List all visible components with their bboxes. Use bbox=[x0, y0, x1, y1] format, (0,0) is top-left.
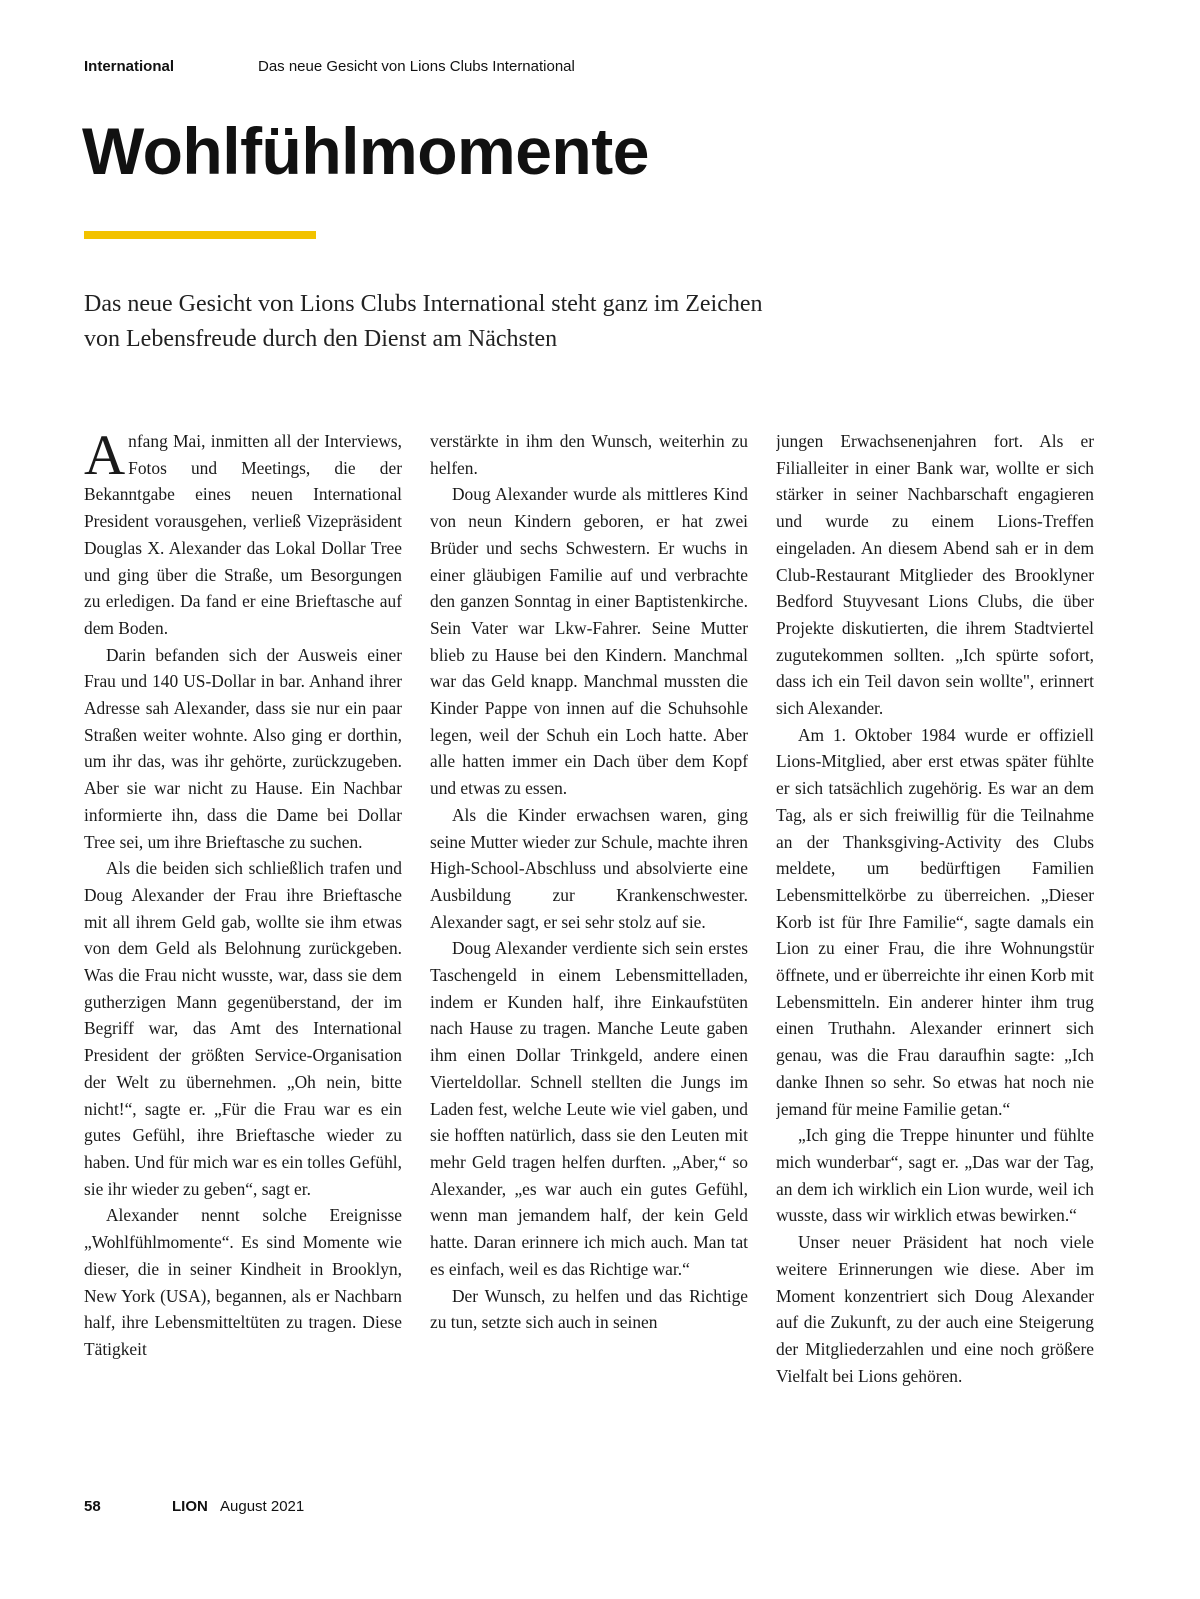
paragraph: Darin befanden sich der Ausweis einer Frau und 140 US-Dollar in bar. Anhand ihrer Adresse sah Alexander, dass sie nur ein paar Straßen weiter wohnte. Also ging er dorthin, um ihr das, was ihr gehörte, zurückzugeben. Aber sie war nicht zu Hause. Ein Nachbar informierte ihn, dass die Dame bei Dollar Tree sei, um ihre Brieftasche zu suchen. bbox=[84, 644, 402, 852]
paragraph: Doug Alexander verdiente sich sein erstes Taschengeld in einem Lebensmittelladen, indem er Kunden half, ihre Einkaufstüten nach Hause zu tragen. Manche Leute gaben ihm einen Dollar Trinkgeld, andere einen Vierteldollar. Schnell stellten die Jungs im Laden fest, welche Leute wie viel gaben, und sie hofften natürlich, dass sie den Leuten mit mehr Geld tragen helfen durften. „Aber,“ so Alexander, „es war auch ein gutes Gefühl, wenn man jemandem half, der kein Geld hatte. Daran erinnere ich mich auch. Man tat es einfach, weil es das Richtige war.“ bbox=[430, 938, 748, 1279]
column-3 bbox=[776, 428, 1094, 1448]
paragraph: verstärkte in ihm den Wunsch, weiterhin zu helfen. bbox=[430, 431, 748, 478]
column-2 bbox=[430, 428, 748, 1448]
paragraph bbox=[84, 428, 402, 642]
magazine-name: LION bbox=[172, 1498, 208, 1515]
paragraph: Unser neuer Präsident hat noch viele weitere Erinnerungen wie diese. Aber im Moment konzentriert sich Doug Alexander auf die Zukunft, zu der auch eine Steigerung der Mitgliederzahlen und eine noch größere Vielfalt bei Lions gehören. bbox=[776, 1232, 1094, 1386]
paragraph-text: nfang Mai, inmitten all der Interviews, Fotos und Meetings, die der Bekanntgabe eines neuen International President vorausgehen, verließ Vizepräsident Douglas X. Alexander das Lokal Dollar Tree und ging über die Straße, um Besorgungen zu erledigen. Da fand er eine Brieftasche auf dem Boden. bbox=[84, 431, 402, 638]
paragraph: „Ich ging die Treppe hinunter und fühlte mich wunderbar“, sagt er. „Das war der Tag, an dem ich wirklich ein Lion wurde, weil ich wusste, dass wir wirklich etwas bewirken.“ bbox=[776, 1125, 1094, 1226]
article-body bbox=[84, 428, 1094, 1448]
paragraph: Als die beiden sich schließlich trafen und Doug Alexander der Frau ihre Brieftasche mit all ihrem Geld gab, wollte sie ihm etwas von dem Geld als Belohnung zurückgeben. Was die Frau nicht wusste, war, dass sie dem gutherzigen Mann gegenüberstand, der im Begriff war, das Amt des International President der größten Service-Organisation der Welt zu übernehmen. „Oh nein, bitte nicht!“, sagte er. „Für die Frau war es ein gutes Gefühl, ihre Brieftasche wieder zu haben. Und für mich war es ein tolles Gefühl, sie ihr wieder zu geben“, sagt er. bbox=[84, 858, 402, 1199]
section-label: International bbox=[84, 58, 175, 75]
article-lead: Das neue Gesicht von Lions Clubs International steht ganz im Zeichen von Lebensfreude durch den Dienst am Nächsten bbox=[84, 291, 763, 352]
paragraph: jungen Erwachsenenjahren fort. Als er Filialleiter in einer Bank war, wollte er sich stärker in seiner Nachbarschaft engagieren und wurde zu einem Lions-Treffen eingeladen. An diesem Abend sah er in dem Club-Restaurant Mitglieder des Brooklyner Bedford Stuyvesant Lions Clubs, die über Projekte diskutierten, die ihrem Stadtviertel zugutekommen sollten. „Ich spürte sofort, dass ich ein Teil davon sein wollte", erinnert sich Alexander. bbox=[776, 431, 1094, 719]
paragraph: Als die Kinder erwachsen waren, ging seine Mutter wieder zur Schule, machte ihren High-School-Abschluss und absolvierte eine Ausbildung zur Krankenschwester. Alexander sagt, er sei sehr stolz auf sie. bbox=[430, 804, 748, 932]
issue-date: August 2021 bbox=[220, 1498, 305, 1515]
running-title: Das neue Gesicht von Lions Clubs International bbox=[258, 58, 575, 75]
accent-rule bbox=[84, 231, 316, 239]
page-number: 58 bbox=[84, 1498, 101, 1515]
paragraph: Der Wunsch, zu helfen und das Richtige zu tun, setzte sich auch in seinen bbox=[430, 1285, 748, 1333]
column-1 bbox=[84, 428, 402, 1448]
paragraph: Am 1. Oktober 1984 wurde er offiziell Lions-Mitglied, aber erst etwas später fühlte er sich tatsächlich zugehörig. Es war an dem Tag, als er sich freiwillig für die Teilnahme an der Thanksgiving-Activity des Clubs meldete, um bedürftigen Familien Lebensmittelkörbe zu überreichen. „Dieser Korb ist für Ihre Familie“, sagte damals ein Lion zu einer Frau, die ihre Wohnungstür öffnete, und er überreichte ihr einen Korb mit Lebensmitteln. Ein anderer hinter ihm trug einen Truthahn. Alexander erinnert sich genau, was die Frau daraufhin sagte: „Ich danke Ihnen so sehr. So etwas hat noch nie jemand für meine Familie getan.“ bbox=[776, 724, 1094, 1119]
paragraph: Doug Alexander wurde als mittleres Kind von neun Kindern geboren, er hat zwei Brüder und sechs Schwestern. Er wuchs in einer gläubigen Familie auf und verbrachte den ganzen Sonntag in einer Baptistenkirche. Sein Vater war Lkw-Fahrer. Seine Mutter blieb zu Hause bei den Kindern. Manchmal war das Geld knapp. Manchmal mussten die Kinder Pappe von innen auf die Schuhsohle legen, weil der Schuh ein Loch hatte. Aber alle hatten immer ein Dach über dem Kopf und etwas zu essen. bbox=[430, 484, 748, 799]
paragraph: Alexander nennt solche Ereignisse „Wohlfühlmomente“. Es sind Momente wie dieser, die in seiner Kindheit in Brooklyn, New York (USA), begannen, als er Nachbarn half, ihre Lebensmitteltüten zu tragen. Diese Tätigkeit bbox=[84, 1205, 402, 1359]
article-title: Wohlfühlmomente bbox=[82, 114, 649, 188]
drop-cap: A bbox=[84, 428, 126, 487]
